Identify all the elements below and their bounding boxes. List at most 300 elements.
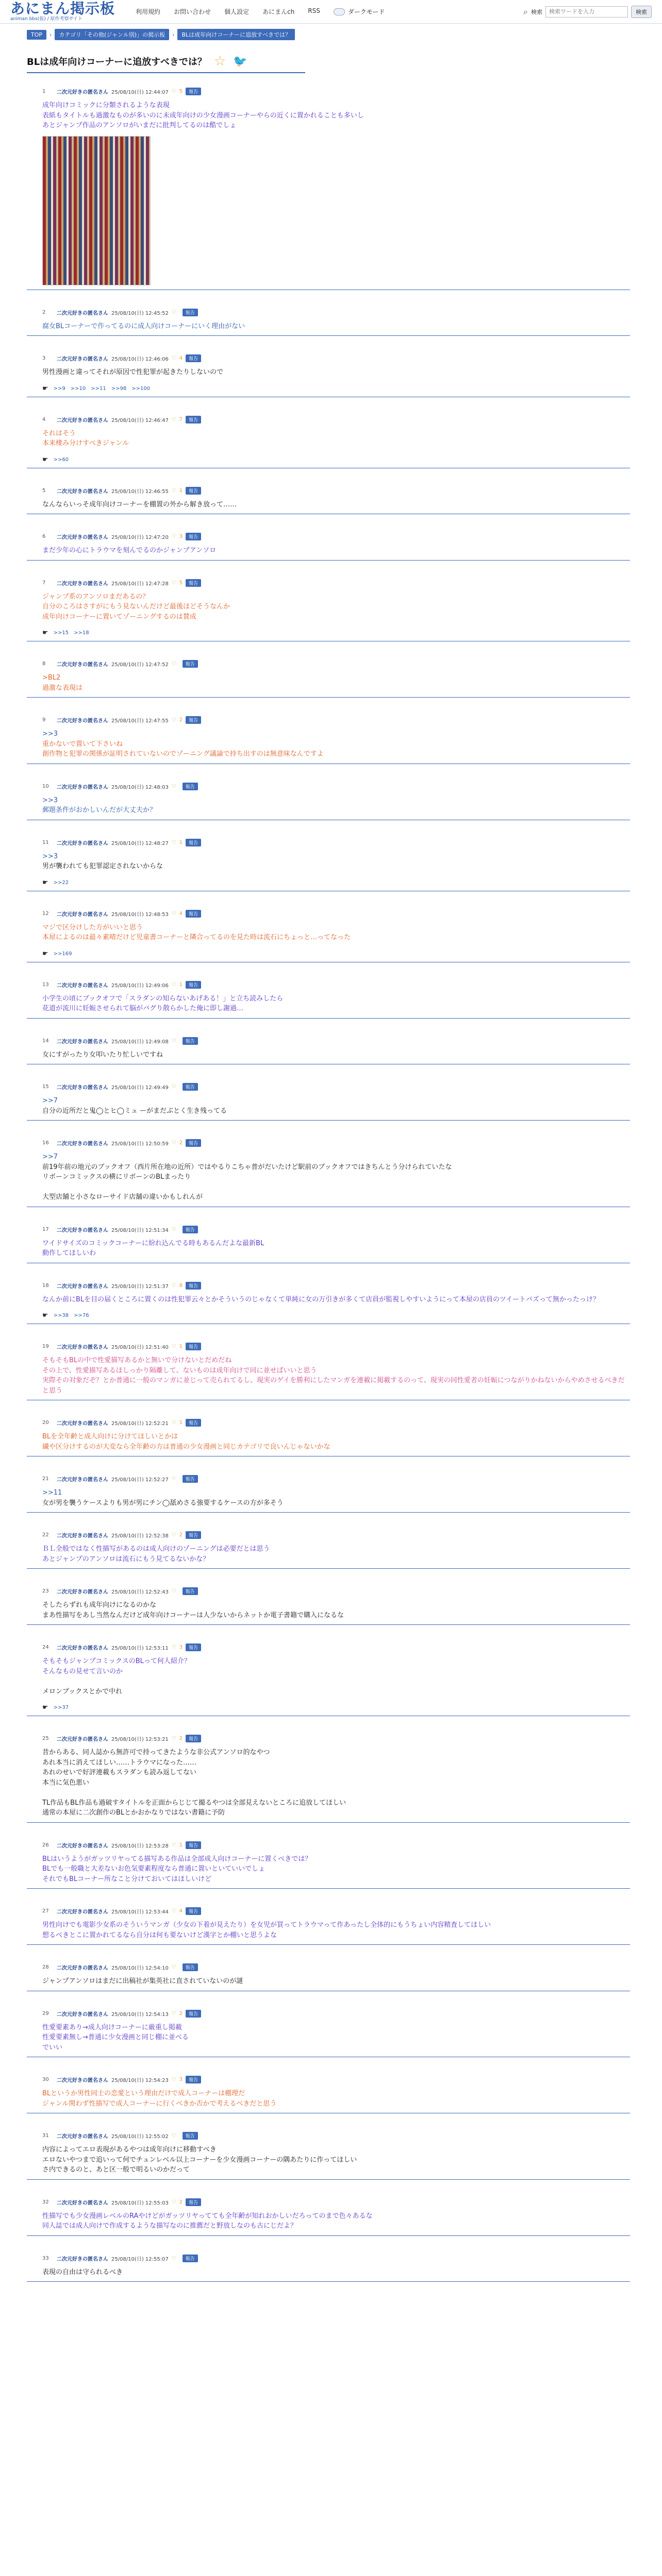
nav-animanch[interactable]: あにまんch bbox=[262, 8, 295, 15]
search-input[interactable] bbox=[545, 6, 628, 18]
post-line: BLというか男性同士の恋愛という理由だけで成人コーナーは棚理だ bbox=[42, 2090, 245, 2097]
report-button[interactable]: 報告 bbox=[186, 981, 201, 989]
reply-icon: ☛ bbox=[42, 629, 48, 637]
post-number[interactable]: 16 bbox=[42, 1140, 49, 1146]
thread-title: BLは成年向けコーナーに追放すべきでは？ bbox=[27, 57, 207, 67]
report-button[interactable]: 報告 bbox=[186, 1139, 201, 1147]
post-number[interactable]: 7 bbox=[42, 580, 46, 586]
post bbox=[27, 574, 630, 642]
heart-icon[interactable]: ♡ bbox=[171, 1645, 176, 1650]
report-button[interactable]: 報告 bbox=[186, 579, 201, 587]
post bbox=[27, 2127, 630, 2180]
post-header bbox=[42, 1841, 630, 1849]
post bbox=[27, 1277, 630, 1325]
dark-mode-label: ダークモード bbox=[347, 8, 385, 15]
reply-link[interactable]: >>15 bbox=[53, 630, 69, 636]
heart-icon[interactable]: ♡ bbox=[171, 1532, 176, 1538]
post bbox=[27, 1902, 630, 1945]
post-header bbox=[42, 1963, 630, 1971]
report-button[interactable]: 報告 bbox=[186, 1841, 201, 1849]
post-number[interactable]: 32 bbox=[42, 2199, 49, 2205]
heart-icon[interactable]: ♡ bbox=[171, 1842, 176, 1848]
post-body bbox=[42, 2089, 630, 2109]
heart-icon[interactable]: ♡ bbox=[171, 1038, 176, 1044]
post-line[interactable]: >>7 bbox=[42, 1153, 58, 1161]
heart-icon[interactable]: ♡ bbox=[171, 2077, 176, 2082]
reply-link[interactable]: >>98 bbox=[111, 385, 127, 392]
post bbox=[27, 349, 630, 397]
good-count: 2 bbox=[179, 1736, 183, 1741]
report-button[interactable]: 報告 bbox=[186, 1343, 201, 1350]
post-header bbox=[42, 2010, 630, 2018]
post bbox=[27, 1078, 630, 1121]
post-number[interactable]: 21 bbox=[42, 1476, 49, 1482]
chevron-right-icon: › bbox=[172, 31, 175, 38]
post bbox=[27, 1730, 630, 1823]
post-header bbox=[42, 1587, 630, 1595]
post-date: 25/08/10(日) 12:54:23 bbox=[111, 2078, 169, 2083]
post-author: 二次元好きの匿名さん bbox=[57, 1227, 108, 1233]
post-body bbox=[42, 2145, 630, 2175]
post-date: 25/08/10(日) 12:48:53 bbox=[111, 911, 169, 918]
post-author: 二次元好きの匿名さん bbox=[57, 1965, 108, 1971]
post-number[interactable]: 5 bbox=[42, 487, 46, 494]
post-number[interactable]: 3 bbox=[42, 355, 46, 361]
heart-icon[interactable]: ♡ bbox=[171, 1908, 176, 1914]
post-number[interactable]: 14 bbox=[42, 1038, 49, 1044]
post-date: 25/08/10(日) 12:52:38 bbox=[111, 1533, 169, 1539]
breadcrumb-top[interactable]: TOP bbox=[27, 30, 46, 40]
post-line: それはそう bbox=[42, 429, 76, 437]
post-author: 二次元好きの匿名さん bbox=[57, 840, 108, 846]
report-button[interactable]: 報告 bbox=[183, 1475, 198, 1483]
report-button[interactable]: 報告 bbox=[186, 354, 201, 362]
post-line: 過激な表現は bbox=[42, 684, 83, 692]
report-button[interactable]: 報告 bbox=[186, 533, 201, 540]
post-line: ワイドサイズのコミックコーナーに紛れ込んでる時もあるんだよな最新BL bbox=[42, 1239, 264, 1247]
post-line bbox=[42, 1788, 630, 1798]
post-line: >BL2 bbox=[42, 674, 61, 682]
post-line: 花道が流川に妊娠させられて脳がバグり散らかした俺に即し謝過… bbox=[42, 1005, 244, 1012]
post-number[interactable]: 17 bbox=[42, 1226, 49, 1232]
post-line: ジャンプ系のアンソロまだあるの？ bbox=[42, 592, 150, 601]
post bbox=[27, 528, 630, 561]
post-date: 25/08/10(日) 12:49:49 bbox=[111, 1085, 169, 1091]
reply-link[interactable]: >>22 bbox=[53, 879, 69, 886]
post-body bbox=[42, 673, 630, 693]
post-author: 二次元好きの匿名さん bbox=[57, 417, 108, 423]
report-button[interactable]: 報告 bbox=[186, 1735, 201, 1742]
post-author: 二次元好きの匿名さん bbox=[57, 535, 108, 540]
heart-icon[interactable]: ♡ bbox=[171, 309, 176, 315]
post-header bbox=[42, 783, 630, 790]
post-line[interactable]: >>11 bbox=[42, 1489, 62, 1497]
heart-icon[interactable]: ♡ bbox=[171, 717, 176, 723]
good-count: 1 bbox=[179, 981, 183, 988]
nav-rss[interactable]: RSS bbox=[308, 7, 320, 14]
twitter-icon[interactable]: 🐦 bbox=[233, 55, 247, 68]
post-number[interactable]: 1 bbox=[42, 89, 46, 94]
post-header bbox=[42, 1083, 630, 1091]
good-count: 2 bbox=[179, 717, 183, 723]
post-line: 男が襲われても犯罪認定されないからな bbox=[42, 862, 163, 870]
heart-icon[interactable]: ♡ bbox=[171, 981, 176, 988]
post-line: 小学生の頃にブックオフで「スラダンの知らないあげある！」と立ち読みしたら bbox=[42, 994, 284, 1003]
reply-link[interactable]: >>169 bbox=[53, 951, 72, 957]
post-date: 25/08/10(日) 12:53:28 bbox=[111, 1843, 169, 1849]
post-number[interactable]: 31 bbox=[42, 2133, 49, 2139]
report-button[interactable]: 報告 bbox=[186, 1531, 201, 1539]
post-date: 25/08/10(日) 12:47:20 bbox=[111, 535, 169, 540]
dark-mode-toggle[interactable] bbox=[334, 7, 385, 16]
post-header bbox=[42, 1643, 630, 1651]
post-date: 25/08/10(日) 12:49:08 bbox=[111, 1039, 169, 1045]
post bbox=[27, 655, 630, 698]
reply-links bbox=[42, 879, 630, 887]
post-number[interactable]: 20 bbox=[42, 1420, 49, 1426]
post-number[interactable]: 11 bbox=[42, 839, 49, 845]
post-date: 25/08/10(日) 12:51:37 bbox=[111, 1283, 169, 1290]
post-line: なんならいっそ成年向けコーナーを棚置の外から解き放って…… bbox=[42, 500, 237, 509]
post-line: 実際その対象だぞ？とか普通に一般のマンガに並じって売られてるし、現実のゲイを勝利にしたマンガを連載に掲載するのって、現実の同性愛者の妊娠につながりかねないからやめさせるべきだと思う bbox=[42, 1377, 625, 1395]
post-header bbox=[42, 533, 630, 540]
post-author: 二次元好きの匿名さん bbox=[57, 1533, 108, 1539]
reply-link[interactable]: >>76 bbox=[74, 1313, 89, 1318]
post-line: でいい bbox=[42, 2043, 63, 2052]
post-date: 25/08/10(日) 12:51:40 bbox=[111, 1345, 169, 1350]
report-button[interactable]: 報告 bbox=[183, 660, 198, 668]
report-button[interactable]: 報告 bbox=[186, 2198, 201, 2206]
post-line: BLを全年齢と成人向けに分けてほしいとかは bbox=[42, 1433, 178, 1440]
post bbox=[27, 1526, 630, 1569]
reply-icon: ☛ bbox=[42, 384, 48, 393]
report-button[interactable]: 報告 bbox=[186, 1419, 201, 1427]
heart-icon[interactable]: ♡ bbox=[171, 1140, 176, 1146]
post-body bbox=[42, 100, 630, 131]
good-count: 1 bbox=[179, 1420, 183, 1426]
post-line: 自分のころはさすがにもう見ないんだけど最後ほどそうなんか bbox=[42, 603, 230, 611]
report-button[interactable]: 報告 bbox=[186, 416, 201, 423]
post-date: 25/08/10(日) 12:50:59 bbox=[111, 1141, 169, 1147]
post-header bbox=[42, 2132, 630, 2140]
post-line: ＢＬ全般ではなく性描写があるのは成人向けのゾーニングは必要だとは思う bbox=[42, 1545, 270, 1553]
post-author: 二次元好きの匿名さん bbox=[57, 1737, 108, 1742]
good-count: 1 bbox=[179, 839, 183, 845]
post-header bbox=[42, 88, 630, 95]
post-number[interactable]: 29 bbox=[42, 2010, 49, 2016]
post-body bbox=[42, 2267, 630, 2278]
post-line: 同人誌では成人向けで作成するような描写なのに推薦だと野放しなのも古にじだよ？ bbox=[42, 2222, 297, 2230]
post-header bbox=[42, 579, 630, 587]
heart-icon[interactable]: ♡ bbox=[171, 2199, 176, 2205]
reply-links bbox=[42, 456, 630, 464]
post-body bbox=[42, 1656, 630, 1697]
reply-link[interactable]: >>11 bbox=[91, 385, 106, 392]
post-number[interactable]: 19 bbox=[42, 1344, 49, 1349]
post bbox=[27, 1134, 630, 1207]
heart-icon[interactable]: ♡ bbox=[171, 1282, 176, 1289]
post-line[interactable]: >>3 bbox=[42, 796, 58, 804]
post-line: 表紙もタイトルも過激なものが多いのに未成年向けの少女漫画コーナーやらの近くに置かれることも多いし bbox=[42, 111, 364, 120]
heart-icon[interactable]: ♡ bbox=[171, 1084, 176, 1090]
report-button[interactable]: 報告 bbox=[183, 1963, 198, 1971]
post-body bbox=[42, 1600, 630, 1620]
reply-links bbox=[42, 950, 630, 958]
post-line: 性描写でも少女漫画レベルのRAやけどがガッツリヤってても全年齢が知れおかしいだろってのまで色々あるな bbox=[42, 2212, 373, 2220]
post-number[interactable]: 4 bbox=[42, 416, 46, 422]
post-date: 25/08/10(日) 12:46:47 bbox=[111, 417, 169, 423]
heart-icon[interactable]: ♡ bbox=[171, 355, 176, 361]
reply-link[interactable]: >>38 bbox=[53, 1313, 69, 1318]
heart-icon[interactable]: ♡ bbox=[171, 2255, 176, 2261]
post-body bbox=[42, 1976, 630, 1987]
post-date: 25/08/10(日) 12:46:55 bbox=[111, 488, 169, 495]
post-header bbox=[42, 1139, 630, 1147]
report-button[interactable]: 報告 bbox=[186, 1907, 201, 1915]
post-date: 25/08/10(日) 12:47:28 bbox=[111, 581, 169, 587]
post-number[interactable]: 22 bbox=[42, 1532, 49, 1538]
heart-icon[interactable]: ♡ bbox=[171, 2010, 176, 2016]
heart-icon[interactable]: ♡ bbox=[171, 416, 176, 422]
post-body bbox=[42, 1748, 630, 1818]
post-image[interactable] bbox=[42, 136, 151, 285]
post-number[interactable]: 30 bbox=[42, 2077, 49, 2082]
post-body bbox=[42, 2023, 630, 2053]
post-number[interactable]: 28 bbox=[42, 1964, 49, 1970]
post bbox=[27, 2071, 630, 2113]
heart-icon[interactable]: ♡ bbox=[171, 839, 176, 845]
good-count: 2 bbox=[179, 2199, 183, 2205]
report-button[interactable]: 報告 bbox=[183, 783, 198, 790]
post-body bbox=[42, 852, 630, 872]
reply-link[interactable]: >>60 bbox=[53, 456, 69, 463]
post bbox=[27, 482, 630, 515]
reply-icon: ☛ bbox=[42, 950, 48, 958]
post-header bbox=[42, 2198, 630, 2206]
good-count: 2 bbox=[179, 1532, 183, 1538]
heart-icon[interactable]: ♡ bbox=[171, 1736, 176, 1741]
post-number[interactable]: 27 bbox=[42, 1908, 49, 1914]
post-number[interactable]: 33 bbox=[42, 2255, 49, 2261]
post-date: 25/08/10(日) 12:48:03 bbox=[111, 784, 169, 790]
breadcrumb-thread[interactable]: BLは成年向けコーナーに追放すべきでは？ bbox=[177, 29, 294, 40]
post-line: 大型店舗と小さなローサイド店舗の違いかもしれんが bbox=[42, 1193, 203, 1201]
post-line: まあ性描写をあし当然なんだけど成年向けコーナーは人少ないからネットか電子書籍で購入になるな bbox=[42, 1611, 344, 1619]
logo-subtitle: animan bbs(仮) / 原作考察サイト bbox=[10, 16, 82, 22]
post-header bbox=[42, 1226, 630, 1233]
post-number[interactable]: 26 bbox=[42, 1842, 49, 1848]
report-button[interactable]: 報告 bbox=[186, 1643, 201, 1651]
post-date: 25/08/10(日) 12:52:27 bbox=[111, 1477, 169, 1483]
post-line: 腐女BLコーナーで作ってるのに成人向けコーナーにいく理由がない bbox=[42, 322, 245, 330]
report-button[interactable]: 報告 bbox=[186, 716, 201, 724]
post-author: 二次元好きの匿名さん bbox=[57, 1646, 108, 1651]
post-line[interactable]: >>7 bbox=[42, 1097, 58, 1105]
post-header bbox=[42, 981, 630, 989]
heart-icon[interactable]: ♡ bbox=[171, 89, 176, 94]
report-button[interactable]: 報告 bbox=[183, 309, 198, 316]
post-header bbox=[42, 354, 630, 362]
main-content bbox=[22, 29, 640, 2282]
reply-link[interactable]: >>37 bbox=[53, 1705, 69, 1710]
post-author: 二次元好きの匿名さん bbox=[57, 784, 108, 790]
post-author: 二次元好きの匿名さん bbox=[57, 581, 108, 587]
post-header bbox=[42, 839, 630, 846]
post-number[interactable]: 8 bbox=[42, 661, 46, 667]
post-number[interactable]: 25 bbox=[42, 1736, 49, 1741]
breadcrumb-category[interactable]: カテゴリ「その他(ジャンル別)」の掲示板 bbox=[55, 29, 169, 40]
post-line: メロンブックスとかで中れ bbox=[42, 1687, 122, 1696]
reply-icon: ☛ bbox=[42, 1312, 48, 1319]
post-line: そんなもの見せて言いのか bbox=[42, 1667, 123, 1675]
post-number[interactable]: 12 bbox=[42, 910, 49, 917]
post-line: ジャンプアンソロはまだに出稿社が集英社に直されていないのが謎 bbox=[42, 1977, 243, 1985]
site-logo[interactable] bbox=[10, 2, 115, 22]
nav-settings[interactable]: 個人設定 bbox=[224, 8, 250, 15]
post-number[interactable]: 6 bbox=[42, 534, 46, 539]
post-line[interactable]: >>3 bbox=[42, 852, 58, 860]
report-button[interactable]: 報告 bbox=[186, 2010, 201, 2018]
heart-icon[interactable]: ♡ bbox=[171, 1588, 176, 1594]
post bbox=[27, 777, 630, 820]
post-author: 二次元好きの匿名さん bbox=[57, 2078, 108, 2083]
reply-link[interactable]: >>100 bbox=[131, 385, 151, 392]
reply-link[interactable]: >>18 bbox=[74, 630, 89, 636]
search-icon: ⌕ bbox=[523, 6, 528, 16]
post-line: 動作してほしいわ bbox=[42, 1249, 96, 1257]
post-number[interactable]: 23 bbox=[42, 1588, 49, 1594]
post-line[interactable]: >>3 bbox=[42, 730, 58, 738]
post bbox=[27, 1836, 630, 1889]
post bbox=[27, 411, 630, 468]
post-number[interactable]: 2 bbox=[42, 309, 46, 315]
post-number[interactable]: 24 bbox=[42, 1645, 49, 1650]
post-number[interactable]: 15 bbox=[42, 1084, 49, 1090]
heart-icon[interactable]: ♡ bbox=[171, 1476, 176, 1482]
post-body bbox=[42, 500, 630, 510]
post-body bbox=[42, 2211, 630, 2231]
report-button[interactable]: 報告 bbox=[183, 2132, 198, 2140]
post-line: 自分の近所だと鬼◯とヒ◯ミュ ーがまだぶとく生き残ってる bbox=[42, 1107, 227, 1115]
heart-icon[interactable]: ♡ bbox=[171, 1420, 176, 1426]
report-button[interactable]: 報告 bbox=[183, 1226, 198, 1233]
good-count: 1 bbox=[179, 487, 183, 494]
post bbox=[27, 2193, 630, 2236]
post-date: 25/08/10(日) 12:46:06 bbox=[111, 357, 169, 362]
report-button[interactable]: 報告 bbox=[186, 910, 201, 918]
heart-icon[interactable]: ♡ bbox=[171, 661, 176, 667]
post-date: 25/08/10(日) 12:52:21 bbox=[111, 1421, 169, 1427]
post-header bbox=[42, 660, 630, 668]
post-body bbox=[42, 429, 630, 449]
report-button[interactable]: 報告 bbox=[186, 2076, 201, 2083]
post-line: 昔からある、同人誌から無許可で持ってきたような非公式アンソロ的なやつ bbox=[42, 1749, 270, 1756]
reply-link[interactable]: >>10 bbox=[70, 385, 86, 392]
post-line: 成年向けコーナーに置いてゾーニングするのは賛成 bbox=[42, 613, 196, 621]
heart-icon[interactable]: ♡ bbox=[171, 1226, 176, 1232]
post-author: 二次元好きの匿名さん bbox=[57, 1421, 108, 1427]
post-date: 25/08/10(日) 12:55:03 bbox=[111, 2200, 169, 2206]
heart-icon[interactable]: ♡ bbox=[171, 2133, 176, 2139]
post-author: 二次元好きの匿名さん bbox=[57, 911, 108, 918]
nav-terms[interactable]: 利用規約 bbox=[136, 8, 161, 15]
report-button[interactable]: 報告 bbox=[183, 1587, 198, 1595]
post-body bbox=[42, 367, 630, 378]
heart-icon[interactable]: ♡ bbox=[171, 1964, 176, 1970]
post-number[interactable]: 18 bbox=[42, 1282, 49, 1289]
post-number[interactable]: 13 bbox=[42, 981, 49, 988]
post-author: 二次元好きの匿名さん bbox=[57, 1085, 108, 1091]
post-body bbox=[42, 321, 630, 332]
heart-icon[interactable]: ♡ bbox=[171, 534, 176, 539]
post-body bbox=[42, 1432, 630, 1452]
report-button[interactable]: 報告 bbox=[186, 88, 201, 95]
post bbox=[27, 976, 630, 1019]
post-date: 25/08/10(日) 12:48:27 bbox=[111, 840, 169, 846]
good-count: 4 bbox=[179, 355, 183, 361]
post-body bbox=[42, 1295, 630, 1305]
heart-icon[interactable]: ♡ bbox=[171, 580, 176, 586]
report-button[interactable]: 報告 bbox=[183, 1083, 198, 1091]
post-line: 男性漫画と違ってそれが原因で性犯罪が起きたりしないので bbox=[42, 368, 224, 376]
post-number[interactable]: 9 bbox=[42, 717, 46, 723]
reply-icon: ☛ bbox=[42, 1704, 48, 1711]
post-author: 二次元好きの匿名さん bbox=[57, 1477, 108, 1483]
report-button[interactable]: 報告 bbox=[186, 1282, 201, 1290]
post-date: 25/08/10(日) 12:47:52 bbox=[111, 662, 169, 668]
good-count: 2 bbox=[179, 2010, 183, 2016]
star-icon[interactable]: ☆ bbox=[213, 54, 226, 69]
post-line: BLはいうようがガッツリヤってる描写ある作品は全部成人向けコーナーに置くべきでは？ bbox=[42, 1855, 312, 1863]
post-line: ジャンル関わず性描写で成人コーナーに行くべきか否かで考えるべきだと思う bbox=[42, 2099, 277, 2108]
heart-icon[interactable]: ♡ bbox=[171, 910, 176, 917]
report-button[interactable]: 報告 bbox=[183, 2255, 198, 2262]
post-line: さ内できるのと、あと区一般で明るいのかだって bbox=[42, 2166, 190, 2174]
reply-links bbox=[42, 1704, 630, 1711]
top-bar bbox=[0, 0, 662, 24]
heart-icon[interactable]: ♡ bbox=[171, 783, 176, 789]
post-body bbox=[42, 729, 630, 759]
nav-contact[interactable]: お問い合わせ bbox=[174, 8, 211, 15]
good-count: 4 bbox=[179, 910, 183, 917]
post-body bbox=[42, 1488, 630, 1508]
good-count: 7 bbox=[179, 416, 183, 422]
search-button[interactable]: 検索 bbox=[631, 6, 652, 18]
chevron-right-icon: › bbox=[49, 31, 52, 38]
post-body bbox=[42, 1152, 630, 1202]
search-area bbox=[523, 6, 652, 18]
breadcrumb bbox=[27, 29, 640, 40]
post-line: 郵題条件がおかしいんだが大丈夫か？ bbox=[42, 806, 157, 814]
post-author: 二次元好きの匿名さん bbox=[57, 662, 108, 668]
post bbox=[27, 1638, 630, 1716]
report-button[interactable]: 報告 bbox=[186, 487, 201, 495]
post-number[interactable]: 10 bbox=[42, 783, 49, 789]
post-body bbox=[42, 1544, 630, 1564]
post-line: BLでも一般職と大差ないお色気要素程度なら普通に置いといていいでしょ bbox=[42, 1865, 266, 1873]
reply-link[interactable]: >>9 bbox=[53, 385, 65, 392]
toggle-switch[interactable] bbox=[334, 8, 345, 15]
post-line: その上で、性愛描写あるほしっかり隔離して、ないものは成年向けで同に並せばいいと思う bbox=[42, 1366, 317, 1375]
report-button[interactable]: 報告 bbox=[183, 1037, 198, 1045]
report-button[interactable]: 報告 bbox=[186, 839, 201, 846]
post-author: 二次元好きの匿名さん bbox=[57, 2256, 108, 2262]
heart-icon[interactable]: ♡ bbox=[171, 1344, 176, 1349]
heart-icon[interactable]: ♡ bbox=[171, 487, 176, 494]
post-list bbox=[27, 82, 640, 2282]
post-line: そもそもBLの中で性愛描写あるかと無いで分けないとだめだね bbox=[42, 1357, 232, 1364]
post-header bbox=[42, 1343, 630, 1350]
